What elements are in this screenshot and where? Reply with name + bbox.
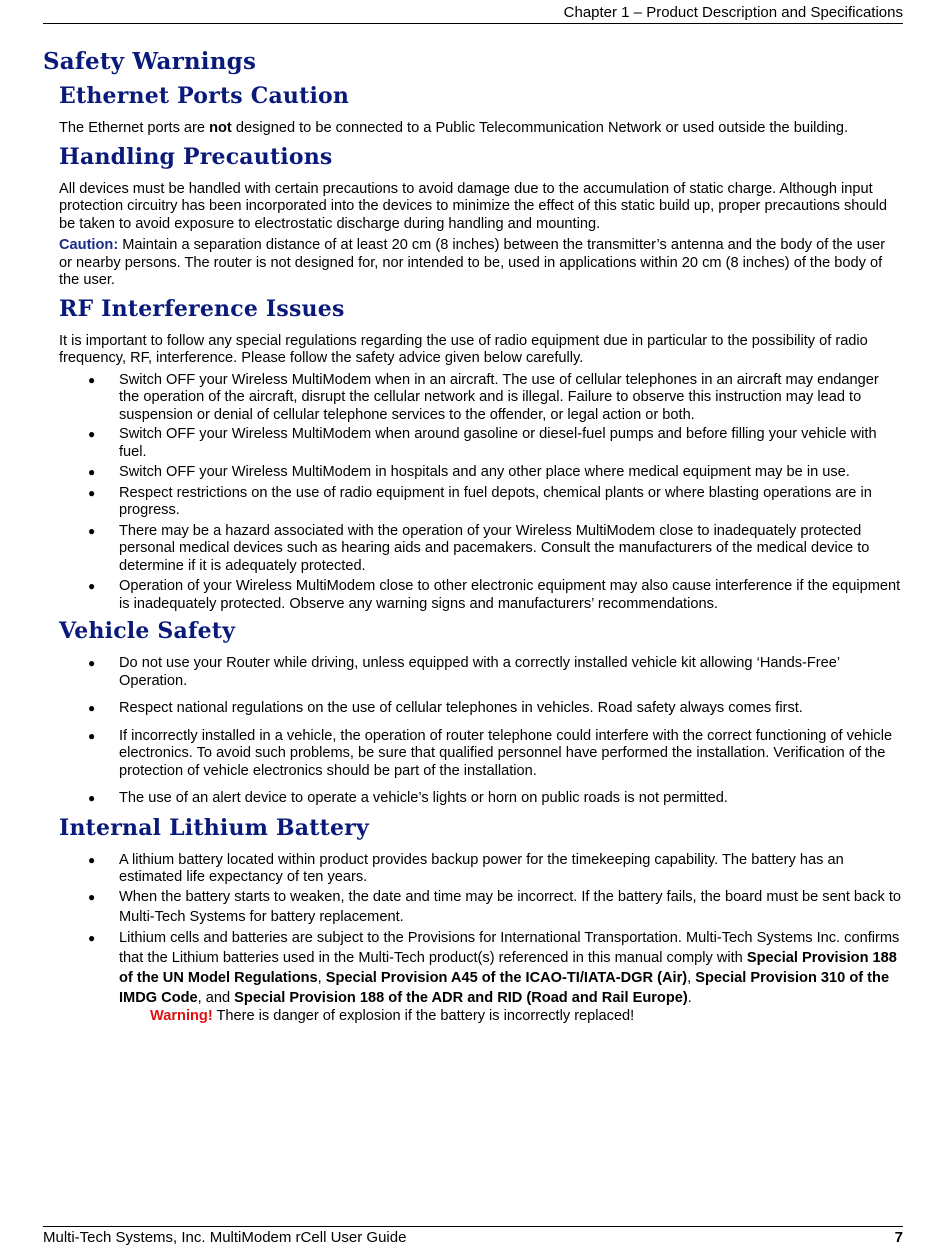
battery-bold-1: Special Provision 188 of the UN Model Regulations (119, 949, 897, 986)
bullet-icon: ● (88, 656, 96, 670)
vehicle-list (43, 655, 901, 808)
page-content (43, 48, 901, 1025)
chapter-title: Chapter 1 – Product Description and Specifications (563, 4, 903, 21)
battery-text-3: , (687, 969, 696, 986)
list-item-text: If incorrectly installed in a vehicle, the operation of router telephone could interfere with the correct functioning of vehicle electronics. To avoid such problems, be sure that qualified personnel have performed the installation. Verification of the protection of vehicle electronics should be part of the installation. (119, 727, 893, 779)
warning-line (150, 1008, 901, 1026)
list-item-text: When the battery starts to weaken, the date and time may be incorrect. If the battery fails, the board must be sent back to Multi-Tech Systems for battery replacement. (119, 888, 901, 925)
list-item-text: A lithium battery located within product provides backup power for the timekeeping capability. The battery has an estimated life expectancy of ten years. (119, 851, 844, 885)
page-header (43, 4, 903, 24)
list-item (88, 928, 901, 1008)
list-item-text: Switch OFF your Wireless MultiModem in hospitals and any other place where medical equipment may be in use. (119, 464, 850, 480)
list-item (88, 522, 901, 576)
caution-text: Maintain a separation distance of at least 20 cm (8 inches) between the transmitter’s antenna and the body of the user or nearby persons. The router is not designed for, nor intended to be, used in applications within 20 cm (8 inches) of the body of the user. (59, 237, 886, 288)
ethernet-text-b: designed to be connected to a Public Telecommunication Network or used outside the building. (231, 120, 849, 136)
list-item (88, 887, 901, 927)
ethernet-text-a: The Ethernet ports are (59, 120, 210, 136)
battery-text-1: Lithium cells and batteries are subject to the Provisions for International Transportation. Multi-Tech Systems Inc. confirms that the Lithium batteries used in the Multi-Tech product(s) referenced in this manual comply with (119, 929, 900, 966)
list-item (88, 727, 901, 781)
warning-label: Warning! (150, 1007, 213, 1024)
caution-paragraph (59, 237, 901, 290)
bullet-icon: ● (88, 485, 96, 500)
battery-heading: Internal Lithium Battery (59, 814, 369, 841)
ethernet-heading: Ethernet Ports Caution (59, 83, 350, 109)
list-item (88, 790, 901, 808)
warning-text: There is danger of explosion if the battery is incorrectly replaced! (212, 1007, 635, 1024)
list-item (88, 655, 901, 690)
list-item (88, 484, 901, 520)
battery-bold-2: Special Provision A45 of the ICAO-TI/IATA-DGR (Air) (325, 969, 688, 986)
list-item-text: Switch OFF your Wireless MultiModem when in an aircraft. The use of cellular telephones in an aircraft may endanger the operation of the aircraft, disrupt the cellular network and is illegal. Failure to observe this instruction may lead to suspension or denial of cellular telephone services to the offender, or legal action or both. (119, 371, 879, 423)
bullet-icon: ● (88, 728, 96, 743)
footer-guide-title: Multi-Tech Systems, Inc. MultiModem rCell User Guide (43, 1229, 407, 1246)
ethernet-paragraph (59, 120, 901, 138)
handling-heading: Handling Precautions (59, 143, 333, 170)
bullet-icon: ● (88, 889, 96, 904)
page-footer (43, 1226, 903, 1248)
bullet-icon: ● (88, 852, 96, 867)
rf-heading: RF Interference Issues (59, 295, 345, 322)
battery-bold-3: Special Provision 310 of the IMDG Code (119, 969, 890, 1006)
rf-intro: It is important to follow any special regulations regarding the use of radio equipment due in particular to the possibility of radio frequency, RF, interference. Please follow the safety advice given below carefully. (59, 332, 868, 366)
battery-bold-4: Special Provision 188 of the ADR and RID (Road and Rail Europe) (234, 989, 688, 1006)
list-item (88, 426, 901, 461)
list-item-text: Respect restrictions on the use of radio equipment in fuel depots, chemical plants or where blasting operations are in progress. (119, 484, 872, 518)
battery-text-2: , (317, 969, 326, 986)
bullet-icon: ● (88, 701, 96, 715)
rf-list (43, 372, 901, 614)
list-item-text: The use of an alert device to operate a vehicle’s lights or horn on public roads is not permitted. (119, 790, 728, 806)
battery-text-5: . (687, 989, 692, 1006)
list-item (88, 464, 901, 482)
list-item (88, 700, 901, 718)
safety-warnings-heading: Safety Warnings (43, 48, 257, 75)
list-item (88, 851, 901, 887)
bullet-icon: ● (88, 465, 96, 479)
list-item-text: Do not use your Router while driving, unless equipped with a correctly installed vehicle kit allowing ‘Hands-Free’ Operation. (119, 655, 840, 689)
list-item-text: Respect national regulations on the use of cellular telephones in vehicles. Road safety always comes first. (119, 700, 803, 716)
bullet-icon: ● (88, 523, 96, 538)
battery-text-4: , and (197, 989, 235, 1006)
page-number: 7 (894, 1229, 903, 1246)
list-item (88, 578, 901, 613)
ethernet-text-bold: not (209, 120, 232, 136)
handling-paragraph: All devices must be handled with certain precautions to avoid damage due to the accumulation of static charge. Although input protection circuitry has been incorporated into the devices to minimize the effect of this static build up, proper precautions should be taken to avoid exposure to electrostatic discharge during handling and mounting. (59, 180, 887, 232)
bullet-icon: ● (88, 579, 96, 593)
battery-list (43, 852, 901, 1008)
bullet-icon: ● (88, 372, 96, 387)
list-item (88, 371, 901, 425)
list-item-text: Operation of your Wireless MultiModem close to other electronic equipment may also cause interference if the equipment is inadequately protected. Observe any warning signs and manufacturers’ recommendations. (119, 578, 901, 612)
bullet-icon: ● (88, 930, 96, 945)
bullet-icon: ● (88, 427, 96, 441)
vehicle-heading: Vehicle Safety (59, 618, 236, 644)
list-item-text: There may be a hazard associated with the operation of your Wireless MultiModem close to inadequately protected personal medical devices such as hearing aids and pacemakers. Consult the manufacturers of the medical device to determine if it is adequately protected. (119, 522, 870, 574)
list-item-text: Switch OFF your Wireless MultiModem when around gasoline or diesel-fuel pumps and before filling your vehicle with fuel. (119, 426, 877, 460)
caution-label: Caution: (59, 237, 119, 253)
bullet-icon: ● (88, 791, 96, 805)
